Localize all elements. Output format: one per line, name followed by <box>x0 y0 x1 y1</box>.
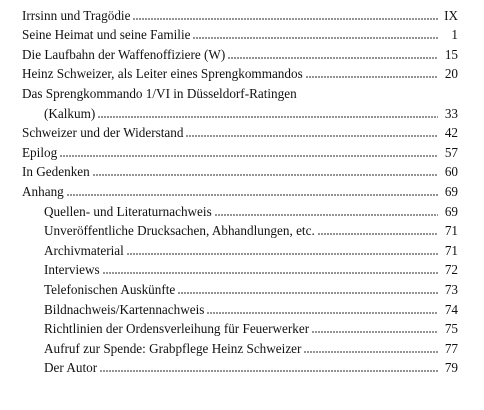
toc-entry-page: IX <box>444 7 458 23</box>
toc-subentry <box>22 356 458 376</box>
toc-entry-title: Interviews <box>44 262 100 278</box>
toc-subentry <box>22 199 458 219</box>
toc-entry-title: Irrsinn und Tragödie <box>22 7 131 23</box>
dot-leader <box>103 263 438 274</box>
toc-entry <box>22 81 458 101</box>
toc-entry-title: Archivmaterial <box>44 242 124 258</box>
dot-leader <box>133 9 438 20</box>
toc-entry-page: 57 <box>444 144 458 160</box>
toc-entry-page: 69 <box>444 183 458 199</box>
toc-entry <box>22 121 458 141</box>
dot-leader <box>228 48 438 59</box>
dot-leader <box>304 342 438 353</box>
toc-subentry <box>22 258 458 278</box>
toc-entry-title: (Kalkum) <box>44 105 96 121</box>
toc-entry-page: 15 <box>444 46 458 62</box>
toc-subentry <box>22 277 458 297</box>
toc-entry <box>22 160 458 180</box>
toc-entry-continuation <box>22 101 458 121</box>
toc-entry-title: Heinz Schweizer, als Leiter eines Sprengkommandos <box>22 66 303 82</box>
toc-entry <box>22 42 458 62</box>
toc-entry-title: Bildnachweis/Kartennachweis <box>44 301 205 317</box>
toc-entry-page: 69 <box>444 203 458 219</box>
toc-entry <box>22 179 458 199</box>
toc-entry <box>22 23 458 43</box>
toc-subentry <box>22 297 458 317</box>
toc-entry-title: Das Sprengkommando 1/VI in Düsseldorf-Ratingen <box>22 85 297 101</box>
dot-leader <box>193 28 438 39</box>
dot-leader <box>67 185 438 196</box>
toc-entry-page: 60 <box>444 164 458 180</box>
toc-entry-page: 73 <box>444 281 458 297</box>
toc-entry <box>22 140 458 160</box>
dot-leader <box>318 224 438 235</box>
toc-subentry <box>22 336 458 356</box>
toc-entry-page: 75 <box>444 321 458 337</box>
toc-entry-title: Telefonischen Auskünfte <box>44 281 176 297</box>
dot-leader <box>215 205 438 216</box>
toc-entry-page: 71 <box>444 223 458 239</box>
toc-subentry <box>22 219 458 239</box>
toc-entry-title: Der Autor <box>44 360 98 376</box>
dot-leader <box>93 165 438 176</box>
toc-entry-title: Quellen- und Literaturnachweis <box>44 203 212 219</box>
toc-entry-page: 74 <box>444 301 458 317</box>
table-of-contents <box>22 3 458 375</box>
dot-leader <box>207 303 438 314</box>
toc-entry-page: 20 <box>444 66 458 82</box>
toc-entry-title: Schweizer und der Widerstand <box>22 125 184 141</box>
toc-entry-page: 71 <box>444 242 458 258</box>
toc-entry-title: Unveröffentliche Drucksachen, Abhandlungen, etc. <box>44 223 315 239</box>
toc-entry-page: 33 <box>444 105 458 121</box>
toc-entry-title: Aufruf zur Spende: Grabpflege Heinz Schweizer <box>44 340 302 356</box>
toc-entry <box>22 62 458 82</box>
dot-leader <box>306 67 438 78</box>
dot-leader <box>98 107 438 118</box>
toc-entry-page: 77 <box>444 340 458 356</box>
dot-leader <box>186 126 438 137</box>
toc-entry-page: 72 <box>444 262 458 278</box>
dot-leader <box>127 244 438 255</box>
toc-entry-title: In Gedenken <box>22 164 90 180</box>
toc-entry-title: Die Laufbahn der Waffenoffiziere (W) <box>22 46 226 62</box>
dot-leader <box>312 322 438 333</box>
toc-subentry <box>22 317 458 337</box>
toc-entry-title: Epilog <box>22 144 58 160</box>
dot-leader <box>60 146 438 157</box>
toc-entry-title: Richtlinien der Ordensverleihung für Feuerwerker <box>44 321 310 337</box>
toc-entry-page: 79 <box>444 360 458 376</box>
dot-leader <box>100 361 438 372</box>
toc-entry-title: Seine Heimat und seine Familie <box>22 27 191 43</box>
toc-entry-title: Anhang <box>22 183 64 199</box>
toc-entry-page: 42 <box>444 125 458 141</box>
toc-entry-page: 1 <box>451 27 458 43</box>
dot-leader <box>178 283 438 294</box>
toc-entry <box>22 3 458 23</box>
toc-subentry <box>22 238 458 258</box>
